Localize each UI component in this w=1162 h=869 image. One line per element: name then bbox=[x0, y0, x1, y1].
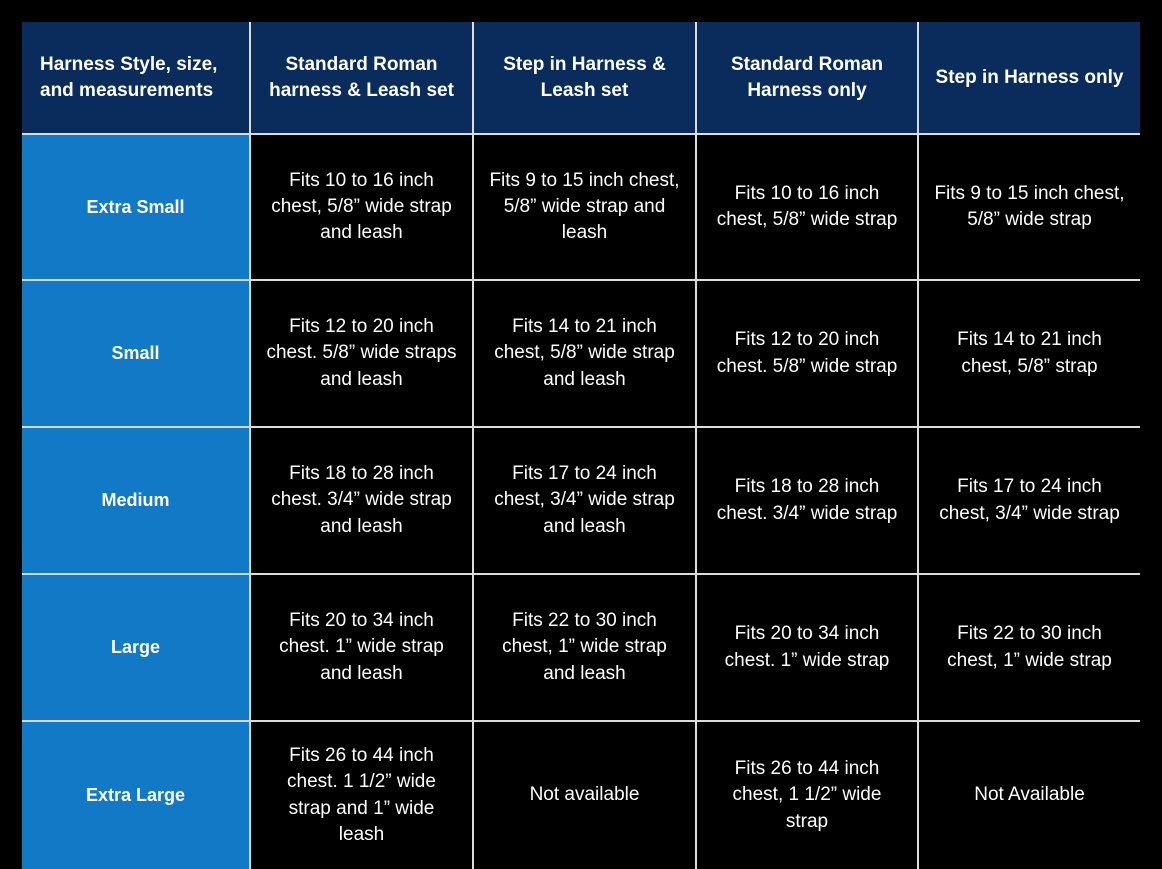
table-body bbox=[22, 134, 1140, 869]
column-header-roman-leash-set: Standard Roman harness & Leash set bbox=[250, 22, 473, 134]
table-row bbox=[22, 280, 1140, 427]
table-cell: Not available bbox=[473, 721, 696, 869]
row-header-size: Extra Large bbox=[22, 721, 250, 869]
table-cell: Fits 17 to 24 inch chest, 3/4” wide strap bbox=[918, 427, 1140, 574]
row-header-size: Extra Small bbox=[22, 134, 250, 280]
table-cell: Fits 10 to 16 inch chest, 5/8” wide strap and leash bbox=[250, 134, 473, 280]
table-cell: Fits 22 to 30 inch chest, 1” wide strap and leash bbox=[473, 574, 696, 721]
table-row bbox=[22, 574, 1140, 721]
row-header-size: Medium bbox=[22, 427, 250, 574]
table-cell: Fits 22 to 30 inch chest, 1” wide strap bbox=[918, 574, 1140, 721]
table-cell: Fits 26 to 44 inch chest, 1 1/2” wide strap bbox=[696, 721, 918, 869]
table-cell: Fits 10 to 16 inch chest, 5/8” wide strap bbox=[696, 134, 918, 280]
table-row bbox=[22, 721, 1140, 869]
row-header-size: Small bbox=[22, 280, 250, 427]
column-header-stepin-only: Step in Harness only bbox=[918, 22, 1140, 134]
harness-size-chart-table bbox=[22, 22, 1140, 869]
table-cell: Fits 26 to 44 inch chest. 1 1/2” wide strap and 1” wide leash bbox=[250, 721, 473, 869]
table-cell: Fits 12 to 20 inch chest. 5/8” wide straps and leash bbox=[250, 280, 473, 427]
table-cell: Fits 18 to 28 inch chest. 3/4” wide strap and leash bbox=[250, 427, 473, 574]
table-cell: Fits 9 to 15 inch chest, 5/8” wide strap and leash bbox=[473, 134, 696, 280]
column-header-style: Harness Style, size, and measurements bbox=[22, 22, 250, 134]
table-cell: Fits 20 to 34 inch chest. 1” wide strap and leash bbox=[250, 574, 473, 721]
table-cell: Fits 14 to 21 inch chest, 5/8” strap bbox=[918, 280, 1140, 427]
table-header bbox=[22, 22, 1140, 134]
row-header-size: Large bbox=[22, 574, 250, 721]
table-cell: Fits 14 to 21 inch chest, 5/8” wide strap and leash bbox=[473, 280, 696, 427]
column-header-roman-only: Standard Roman Harness only bbox=[696, 22, 918, 134]
table-row bbox=[22, 134, 1140, 280]
table-cell: Not Available bbox=[918, 721, 1140, 869]
table-cell: Fits 20 to 34 inch chest. 1” wide strap bbox=[696, 574, 918, 721]
table-cell: Fits 17 to 24 inch chest, 3/4” wide strap and leash bbox=[473, 427, 696, 574]
column-header-stepin-leash-set: Step in Harness & Leash set bbox=[473, 22, 696, 134]
table-cell: Fits 9 to 15 inch chest, 5/8” wide strap bbox=[918, 134, 1140, 280]
table-row bbox=[22, 427, 1140, 574]
table-cell: Fits 12 to 20 inch chest. 5/8” wide strap bbox=[696, 280, 918, 427]
table-cell: Fits 18 to 28 inch chest. 3/4” wide strap bbox=[696, 427, 918, 574]
table-header-row bbox=[22, 22, 1140, 134]
